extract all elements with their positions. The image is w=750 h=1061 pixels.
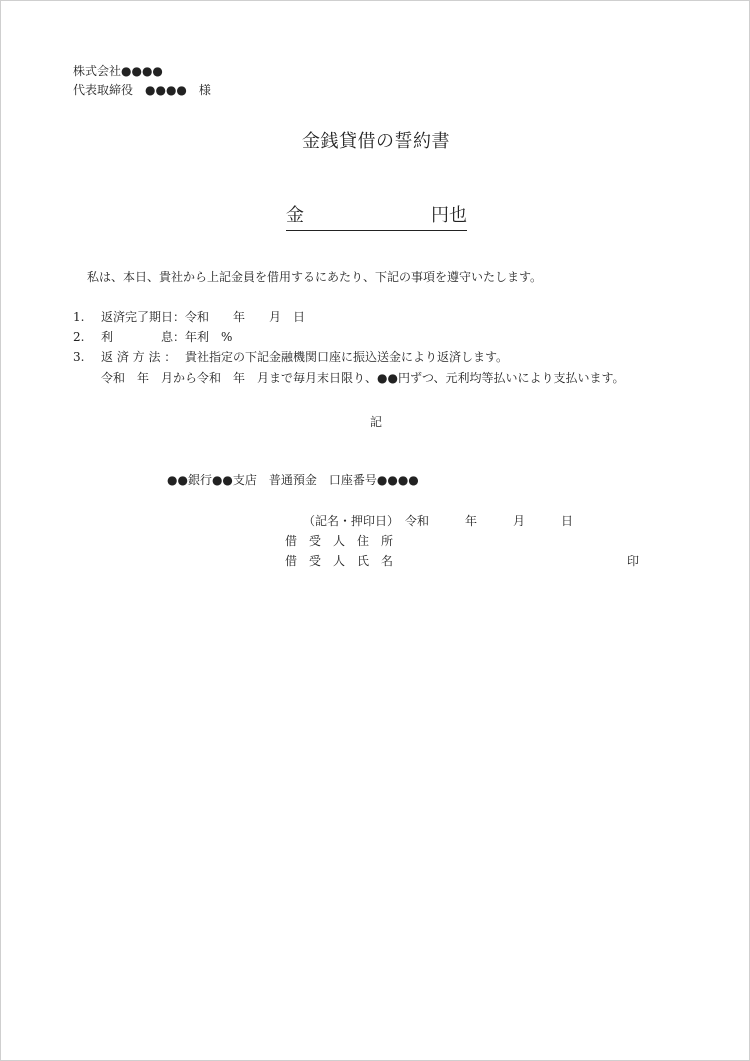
borrower-name-label: 借 受 人 氏 名	[285, 554, 394, 568]
item-value: 年利 %	[185, 330, 233, 344]
amount-line	[286, 206, 467, 231]
signature-date-line: （記名・押印日） 令和 年 月 日	[303, 514, 574, 528]
item-value: 貴社指定の下記金融機関口座に振込送金により返済します。	[185, 350, 509, 364]
bank-account: ●●銀行●●支店 普通預金 口座番号●●●●	[167, 473, 419, 487]
borrower-address-label: 借 受 人 住 所	[285, 534, 394, 548]
item-number: 2.	[73, 330, 85, 344]
addressee-company: 株式会社●●●●	[73, 64, 163, 78]
ki-heading: 記	[370, 415, 383, 429]
item-label: 返済完了期日：	[101, 310, 186, 324]
seal-mark: 印	[627, 554, 640, 568]
intro-text: 私は、本日、貴社から上記金員を借用するにあたり、下記の事項を遵守いたします。	[87, 270, 543, 284]
amount-prefix: 金	[286, 205, 304, 226]
item-value: 令和 年 月 日	[185, 310, 306, 324]
amount-suffix: 円也	[431, 205, 467, 226]
document-title: 金銭貸借の誓約書	[302, 131, 450, 152]
addressee-representative: 代表取締役 ●●●● 様	[73, 83, 211, 97]
item-label: 利 息：	[101, 330, 186, 344]
item-label: 返 済 方 法 ：	[101, 350, 177, 364]
item-number: 1.	[73, 310, 85, 324]
item-number: 3.	[73, 350, 85, 364]
item-3-continuation: 令和 年 月から令和 年 月まで毎月末日限り、●●円ずつ、元利均等払いにより支払います。	[101, 371, 625, 385]
